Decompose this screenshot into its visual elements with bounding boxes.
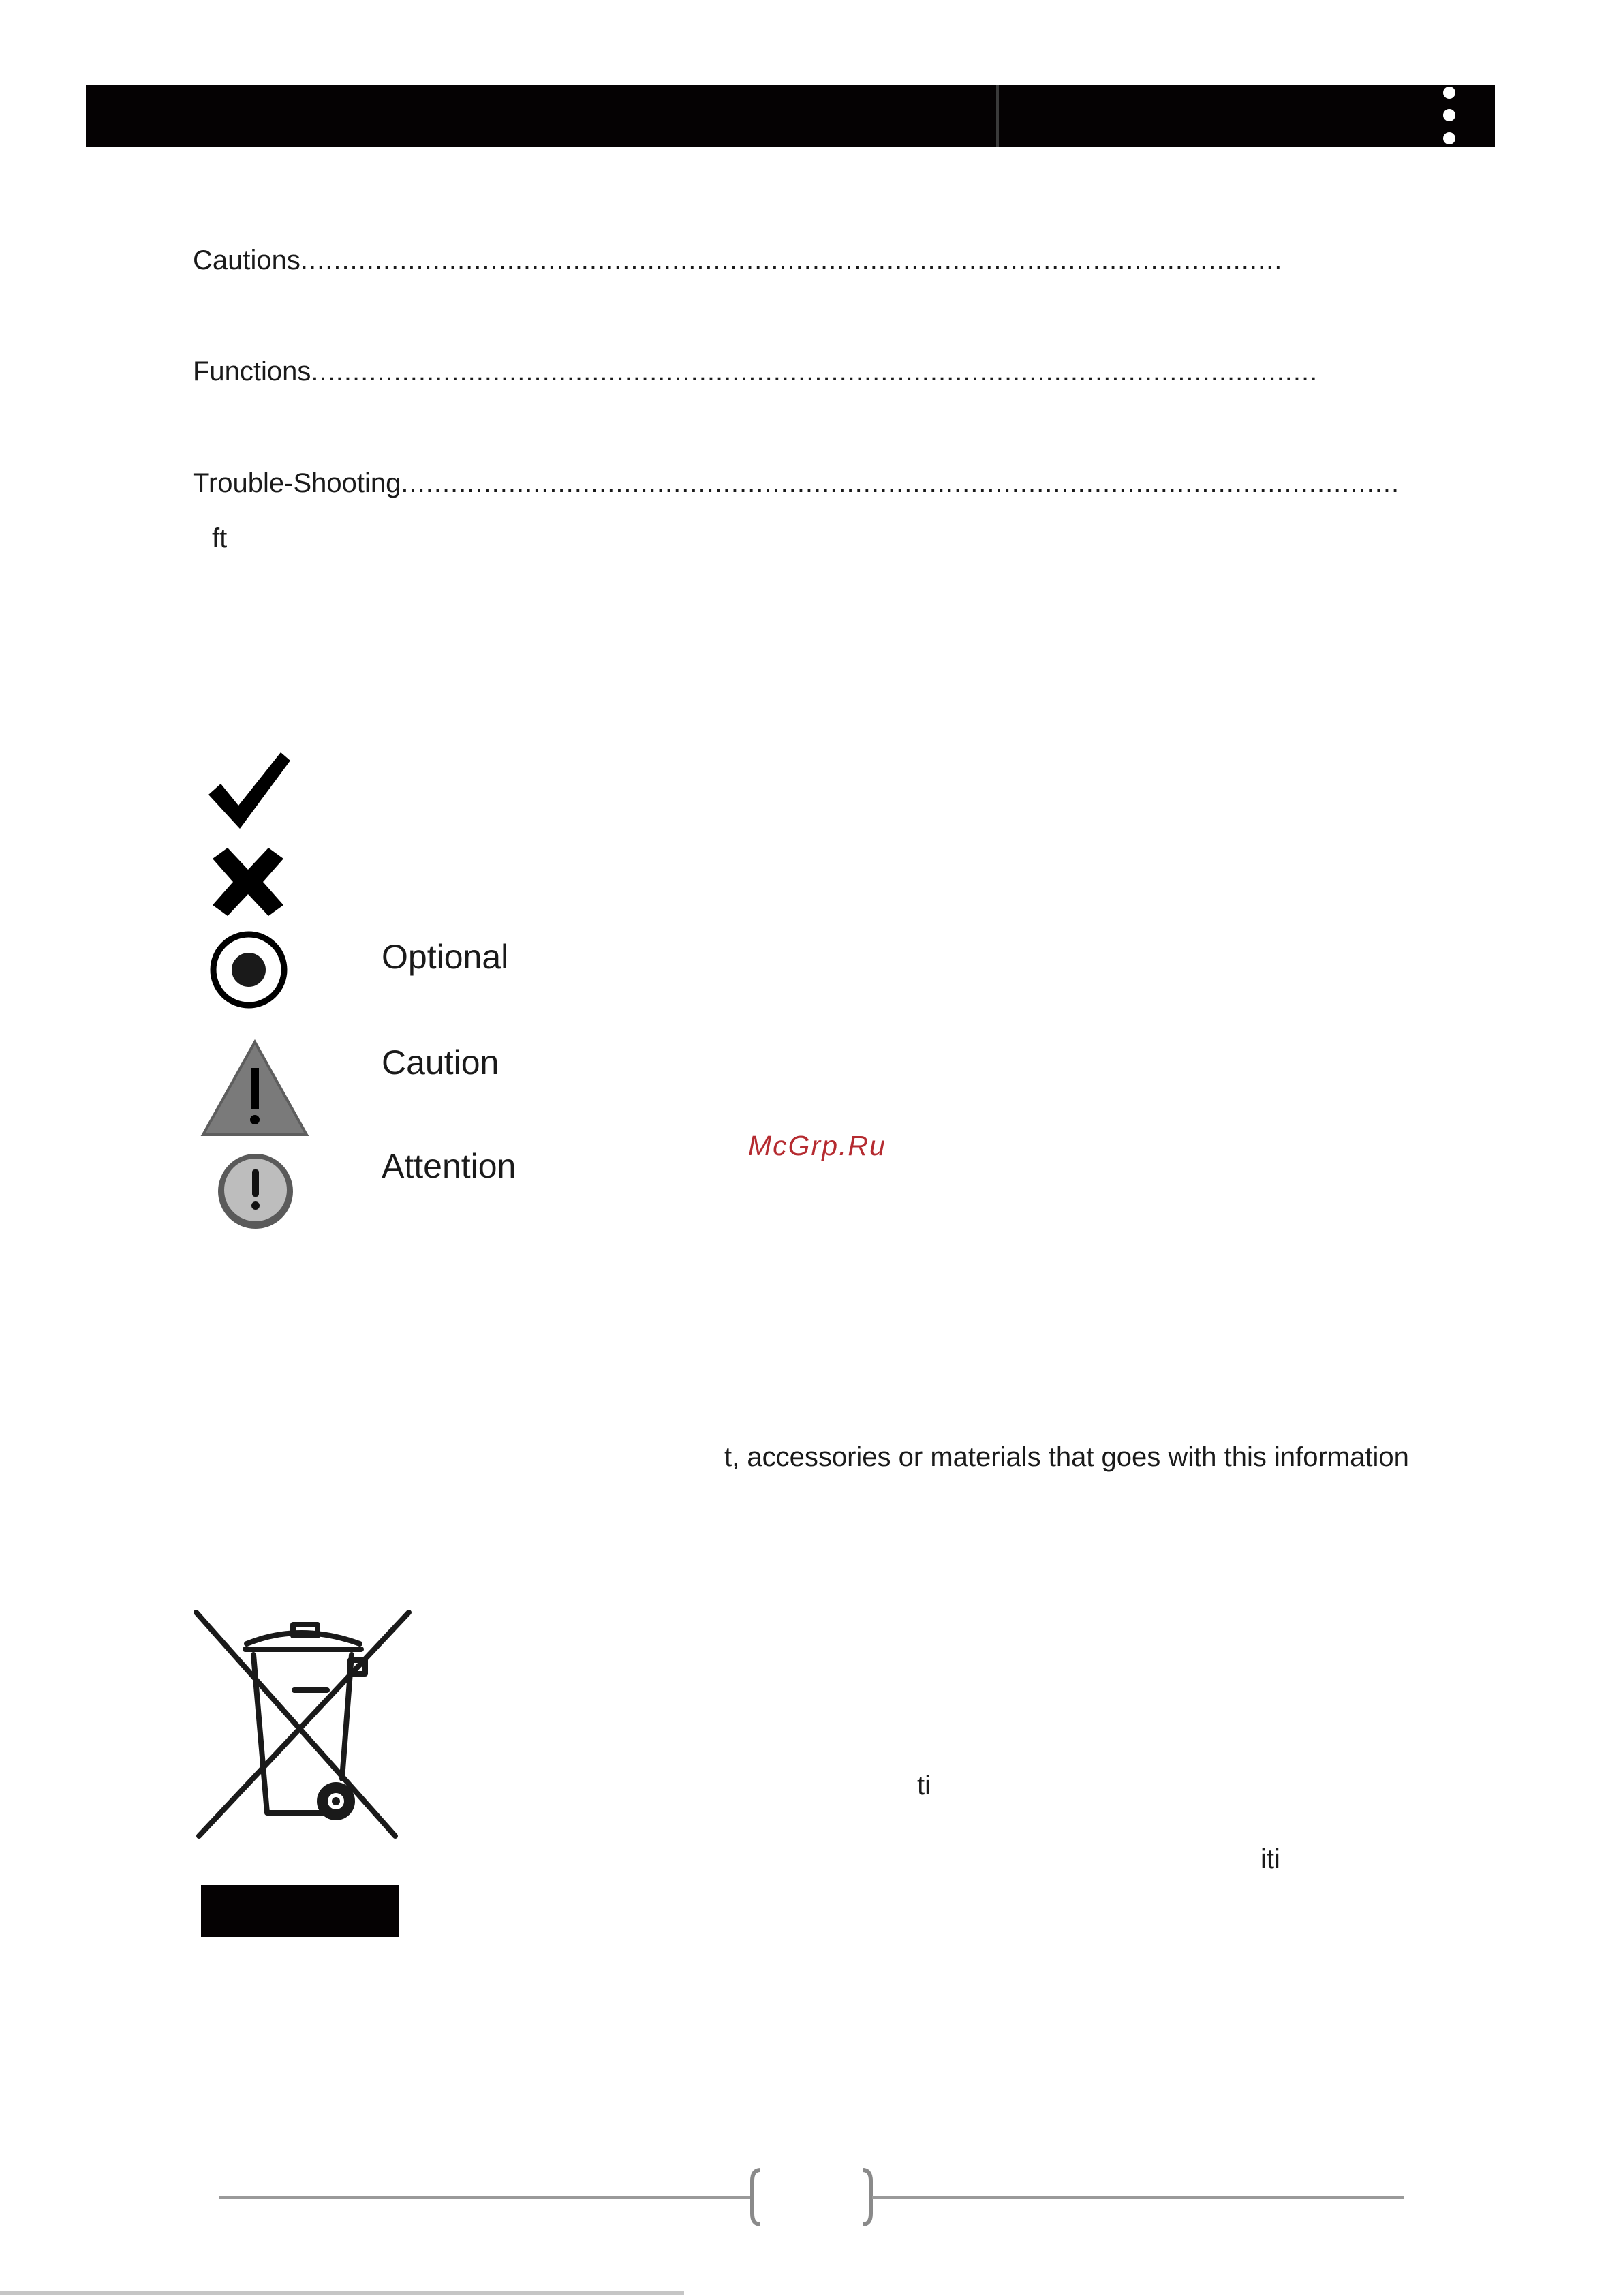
toc-entry-trouble-shooting[interactable]	[193, 468, 1400, 499]
toc-label: Functions	[193, 356, 311, 386]
more-dots-icon	[1443, 85, 1455, 146]
legend-label-optional: Optional	[382, 938, 509, 976]
attention-circle-icon	[215, 1148, 296, 1232]
toc-label: Cautions	[193, 245, 300, 275]
toc-label: Trouble-Shooting	[193, 468, 401, 498]
legend-label-caution: Caution	[382, 1043, 499, 1082]
weee-text-fragment: ti	[917, 1771, 931, 1801]
header-bar	[86, 85, 1495, 147]
legend-label-attention: Attention	[382, 1147, 516, 1185]
page-bottom-edge	[0, 2291, 684, 2295]
footer-line-right	[872, 2196, 1404, 2199]
toc-leader-dots: ..........................................................................................................................	[311, 356, 1318, 386]
toc-leader-dots: .........................................................................................................................	[401, 468, 1400, 498]
weee-bin-icon	[191, 1608, 413, 1840]
watermark: McGrp.Ru	[748, 1130, 886, 1161]
weee-text-fragment: iti	[1261, 1844, 1280, 1874]
toc-entry-functions[interactable]	[193, 356, 1318, 387]
weee-black-bar	[201, 1885, 399, 1937]
cross-icon	[203, 844, 293, 920]
check-icon	[204, 750, 294, 833]
toc-entry-cautions[interactable]	[193, 245, 1283, 276]
page-number-bracket	[747, 2166, 876, 2232]
optional-radio-icon	[208, 930, 289, 1010]
caution-triangle-icon	[200, 1039, 309, 1137]
stray-text: ft	[212, 523, 228, 553]
toc-leader-dots: .......................................................................................................................	[300, 245, 1283, 275]
header-divider	[996, 85, 999, 147]
weee-text-line: t, accessories or materials that goes with this information	[724, 1442, 1409, 1472]
footer-line-left	[219, 2196, 751, 2199]
